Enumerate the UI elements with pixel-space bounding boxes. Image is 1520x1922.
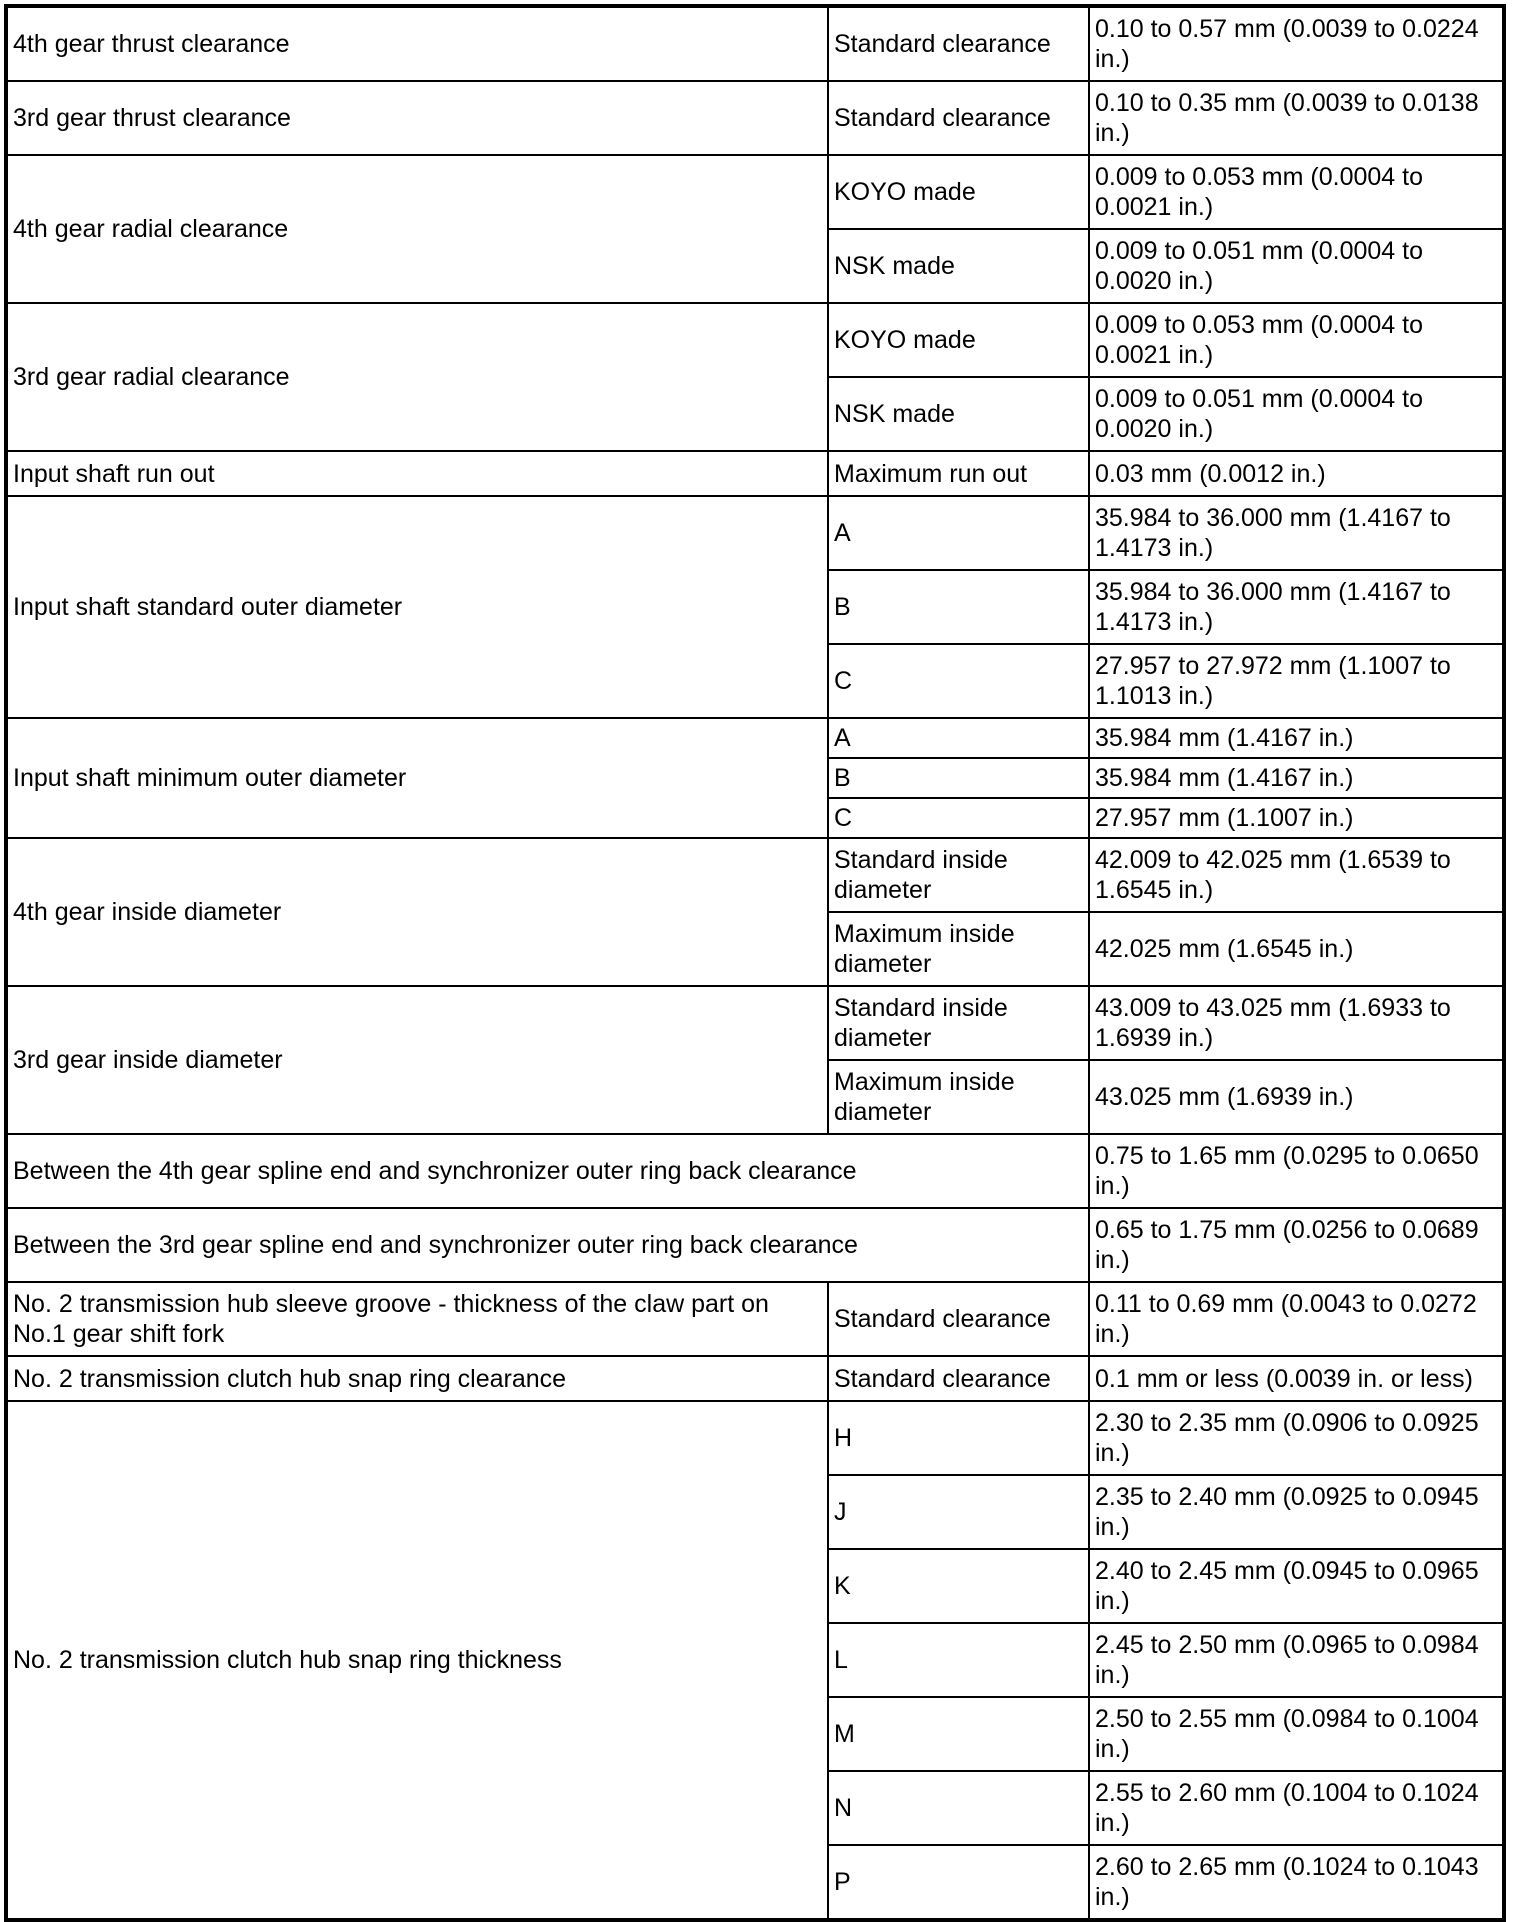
value-cell: 0.65 to 1.75 mm (0.0256 to 0.0689 in.) — [1089, 1208, 1504, 1282]
value-cell: 0.10 to 0.35 mm (0.0039 to 0.0138 in.) — [1089, 81, 1504, 155]
table-row — [6, 1134, 1504, 1208]
value-cell: 35.984 to 36.000 mm (1.4167 to 1.4173 in.) — [1089, 570, 1504, 644]
condition-cell: Maximum inside diameter — [828, 1060, 1089, 1134]
condition-cell: K — [828, 1549, 1089, 1623]
value-cell: 0.009 to 0.051 mm (0.0004 to 0.0020 in.) — [1089, 229, 1504, 303]
value-cell: 0.009 to 0.051 mm (0.0004 to 0.0020 in.) — [1089, 377, 1504, 451]
item-cell: No. 2 transmission hub sleeve groove - thickness of the claw part on No.1 gear shift fork — [6, 1282, 828, 1356]
condition-cell: H — [828, 1401, 1089, 1475]
condition-cell: B — [828, 570, 1089, 644]
condition-cell: KOYO made — [828, 303, 1089, 377]
condition-cell: J — [828, 1475, 1089, 1549]
table-row — [6, 1282, 1504, 1356]
item-cell: 3rd gear thrust clearance — [6, 81, 828, 155]
value-cell: 2.55 to 2.60 mm (0.1004 to 0.1024 in.) — [1089, 1771, 1504, 1845]
condition-cell: P — [828, 1845, 1089, 1920]
value-cell: 0.1 mm or less (0.0039 in. or less) — [1089, 1356, 1504, 1401]
item-cell: Input shaft run out — [6, 451, 828, 496]
value-cell: 27.957 to 27.972 mm (1.1007 to 1.1013 in.) — [1089, 644, 1504, 718]
table-row — [6, 1356, 1504, 1401]
value-cell: 0.11 to 0.69 mm (0.0043 to 0.0272 in.) — [1089, 1282, 1504, 1356]
table-row — [6, 986, 1504, 1060]
value-cell: 2.45 to 2.50 mm (0.0965 to 0.0984 in.) — [1089, 1623, 1504, 1697]
item-cell: Input shaft minimum outer diameter — [6, 718, 828, 838]
condition-cell: Standard clearance — [828, 81, 1089, 155]
table-row — [6, 838, 1504, 912]
condition-cell: Standard inside diameter — [828, 986, 1089, 1060]
item-cell: No. 2 transmission clutch hub snap ring clearance — [6, 1356, 828, 1401]
table-row — [6, 303, 1504, 377]
value-cell: 2.60 to 2.65 mm (0.1024 to 0.1043 in.) — [1089, 1845, 1504, 1920]
condition-cell: N — [828, 1771, 1089, 1845]
condition-cell: Standard clearance — [828, 1282, 1089, 1356]
value-cell: 0.10 to 0.57 mm (0.0039 to 0.0224 in.) — [1089, 6, 1504, 81]
value-cell: 2.50 to 2.55 mm (0.0984 to 0.1004 in.) — [1089, 1697, 1504, 1771]
condition-cell: Maximum inside diameter — [828, 912, 1089, 986]
condition-cell: Standard inside diameter — [828, 838, 1089, 912]
item-cell: 4th gear radial clearance — [6, 155, 828, 303]
value-cell: 35.984 to 36.000 mm (1.4167 to 1.4173 in.) — [1089, 496, 1504, 570]
condition-cell: L — [828, 1623, 1089, 1697]
value-cell: 0.03 mm (0.0012 in.) — [1089, 451, 1504, 496]
table-row — [6, 496, 1504, 570]
condition-cell: B — [828, 758, 1089, 798]
condition-cell: Standard clearance — [828, 1356, 1089, 1401]
item-cell: Between the 3rd gear spline end and synchronizer outer ring back clearance — [6, 1208, 1089, 1282]
condition-cell: NSK made — [828, 377, 1089, 451]
item-cell: No. 2 transmission clutch hub snap ring thickness — [6, 1401, 828, 1920]
condition-cell: A — [828, 718, 1089, 758]
value-cell: 42.009 to 42.025 mm (1.6539 to 1.6545 in.) — [1089, 838, 1504, 912]
item-cell: 4th gear thrust clearance — [6, 6, 828, 81]
value-cell: 2.35 to 2.40 mm (0.0925 to 0.0945 in.) — [1089, 1475, 1504, 1549]
condition-cell: C — [828, 644, 1089, 718]
table-row — [6, 155, 1504, 229]
table-row — [6, 6, 1504, 81]
value-cell: 0.009 to 0.053 mm (0.0004 to 0.0021 in.) — [1089, 303, 1504, 377]
table-row — [6, 1401, 1504, 1475]
value-cell: 43.025 mm (1.6939 in.) — [1089, 1060, 1504, 1134]
table-row — [6, 718, 1504, 758]
table-row — [6, 81, 1504, 155]
condition-cell: Maximum run out — [828, 451, 1089, 496]
condition-cell: NSK made — [828, 229, 1089, 303]
condition-cell: A — [828, 496, 1089, 570]
item-cell: Between the 4th gear spline end and synchronizer outer ring back clearance — [6, 1134, 1089, 1208]
value-cell: 27.957 mm (1.1007 in.) — [1089, 798, 1504, 838]
table-row — [6, 1208, 1504, 1282]
item-cell: 4th gear inside diameter — [6, 838, 828, 986]
value-cell: 35.984 mm (1.4167 in.) — [1089, 758, 1504, 798]
value-cell: 35.984 mm (1.4167 in.) — [1089, 718, 1504, 758]
item-cell: 3rd gear radial clearance — [6, 303, 828, 451]
value-cell: 2.40 to 2.45 mm (0.0945 to 0.0965 in.) — [1089, 1549, 1504, 1623]
item-cell: Input shaft standard outer diameter — [6, 496, 828, 718]
condition-cell: KOYO made — [828, 155, 1089, 229]
value-cell: 0.75 to 1.65 mm (0.0295 to 0.0650 in.) — [1089, 1134, 1504, 1208]
condition-cell: Standard clearance — [828, 6, 1089, 81]
condition-cell: C — [828, 798, 1089, 838]
item-cell: 3rd gear inside diameter — [6, 986, 828, 1134]
value-cell: 42.025 mm (1.6545 in.) — [1089, 912, 1504, 986]
table-row — [6, 451, 1504, 496]
spec-table — [4, 4, 1506, 1922]
value-cell: 2.30 to 2.35 mm (0.0906 to 0.0925 in.) — [1089, 1401, 1504, 1475]
value-cell: 0.009 to 0.053 mm (0.0004 to 0.0021 in.) — [1089, 155, 1504, 229]
condition-cell: M — [828, 1697, 1089, 1771]
value-cell: 43.009 to 43.025 mm (1.6933 to 1.6939 in.) — [1089, 986, 1504, 1060]
